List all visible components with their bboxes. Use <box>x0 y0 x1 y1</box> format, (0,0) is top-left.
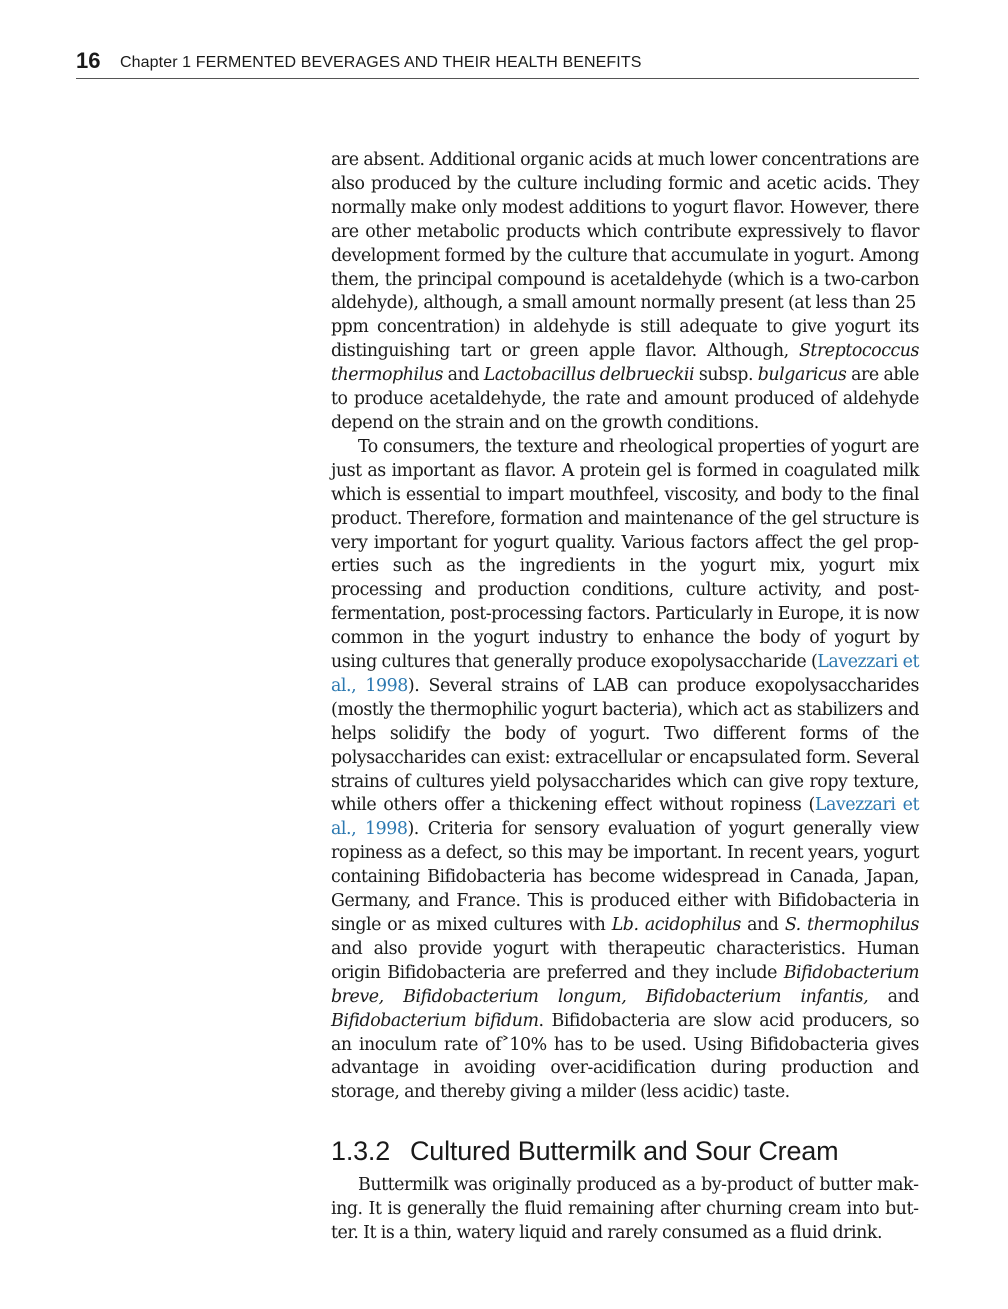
paragraph-buttermilk: Buttermilk was originally produced as a by-product of butter making. It is generally the fluid remaining after churning cream into butter. It is a thin, watery liquid and rarely consumed as a fluid drink. <box>331 1175 919 1244</box>
paragraph-texture: To consumers, the texture and rheological properties of yogurt are just as important as flavor. A protein gel is formed in coagulated milk which is essential to impart mouthfeel, viscosity, and body to the final product. Therefore, formation and maintenance of the gel structure is very important for yogurt quality. Various factors affect the gel properties such as the ingredients in the yogurt mix, yogurt mix processing and production conditions, culture activity, and post-fermentation, post-processing factors. Particularly in Europe, it is now common in the yogurt industry to enhance the body of yogurt by using cultures that generally produce exopolysaccharide (Lavezzari et al., 1998). Several strains of LAB can produce exopolysaccharides (mostly the thermophilic yogurt bacteria), which act as stabilizers and helps solidify the body of yogurt. Two different forms of the polysaccharides can exist: extracellular or encapsulated form. Several strains of cultures yield polysaccharides which can give ropy texture, while others offer a thickening effect without ropiness (Lavezzari et al., 1998). Criteria for sensory evaluation of yogurt generally view ropiness as a defect, so this may be important. In recent years, yogurt containing Bifidobacteria has become widespread in Canada, Japan, Germany, and France. This is produced either with Bifidobacteria in single or as mixed cultures with Lb. acidophilus and S. thermophilus and also provide yogurt with therapeutic characteristics. Human origin Bifidobacteria are preferred and they include Bifidobacterium breve, Bifidobacterium longum, Bifidobacterium infantis, and Bifidobacterium bifidum. Bifidobacteria are slow acid producers, so an inoculum rate of˃10% has to be used. Using Bifidobacteria gives advantage in avoiding over-acidification during production and storage, and thereby giving a milder (less acidic) taste. <box>331 436 920 1103</box>
species-name: Bifidobacterium breve, Bifidobacterium longum, Bifidobacterium infantis, <box>331 962 919 1007</box>
species-name: Bifidobacterium bifidum <box>331 1010 539 1031</box>
citation-link[interactable]: Lavezzari et al., 1998 <box>331 795 919 840</box>
species-name: Streptococcus thermophilus <box>331 341 919 386</box>
running-head <box>76 48 919 79</box>
section-number: 1.3.2 <box>331 1136 391 1167</box>
page-number: 16 <box>76 48 101 73</box>
species-name: bulgaricus <box>757 365 847 386</box>
species-name: S. thermophilus <box>784 915 919 935</box>
species-name: Lb. acidophilus <box>611 915 741 935</box>
species-name: Lactobacillus delbrueckii <box>483 365 695 386</box>
section-heading <box>331 1136 919 1166</box>
body-text <box>331 149 919 1246</box>
citation-link[interactable]: Lavezzari et al., 1998 <box>331 652 920 696</box>
section-title: Cultured Buttermilk and Sour Cream <box>410 1136 839 1167</box>
paragraph-flavor: are absent. Additional organic acids at much lower concentrations are also produced by the culture including formic and acetic acids. They normally make only modest additions to yogurt flavor. However, there are other metabolic products which contribute expressively to flavor development formed by the culture that accumulate in yogurt. Among them, the principal compound is acetaldehyde (which is a two-carbon aldehyde), although, a small amount normally present (at less than 25 ppm concentration) in aldehyde is still adequate to give yogurt its distinguishing tart or green apple flavor. Although, Streptococcus thermophilus and Lactobacillus delbrueckii subsp. bulgaricus are able to produce acetaldehyde, the rate and amount produced of aldehyde depend on the strain and on the growth conditions. <box>331 150 920 433</box>
running-title: Chapter 1 FERMENTED BEVERAGES AND THEIR HEALTH BENEFITS <box>120 54 642 71</box>
